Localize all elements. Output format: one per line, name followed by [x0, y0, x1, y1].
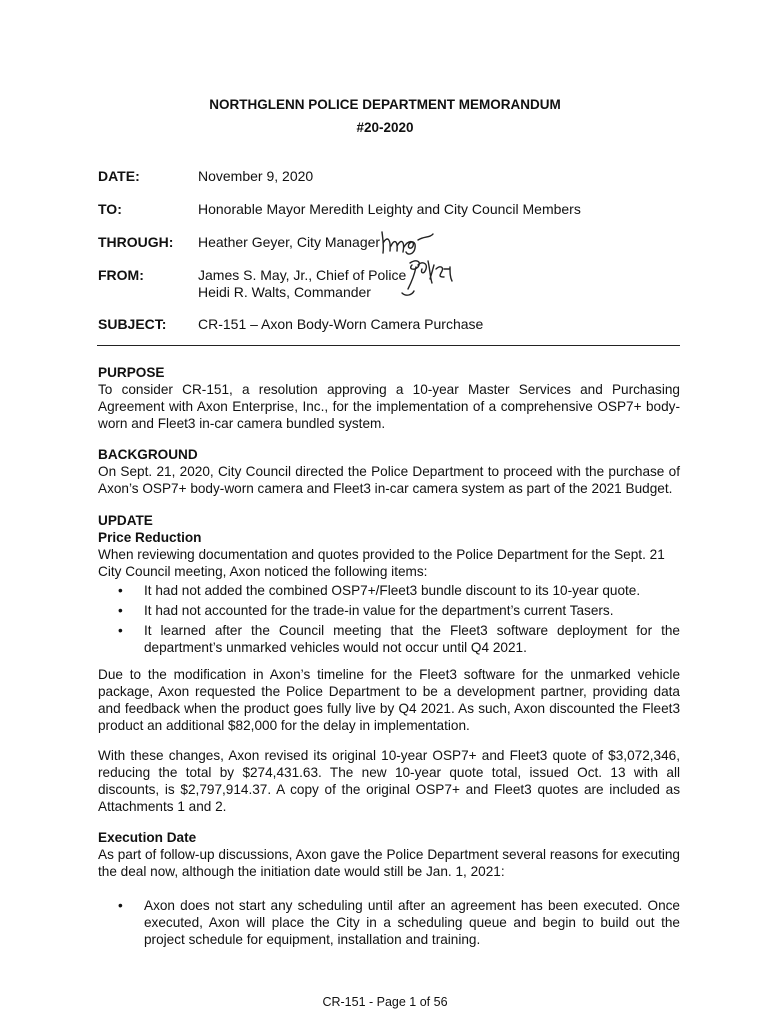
memo-number: #20-2020 — [356, 120, 414, 135]
date-label: DATE: — [98, 168, 140, 184]
purpose-text: To consider CR-151, a resolution approving a 10-year Master Services and Purchasing Agreement with Axon Enterprise, Inc., for the implementation of a comprehensive OSP7+ body-worn and Fleet3 in-car camera bundled system. — [98, 382, 680, 431]
update-paragraph-2: With these changes, Axon revised its original 10-year OSP7+ and Fleet3 quote of $3,072,346, reducing the total by $274,431.63. The new 10-year quote total, issued Oct. 13 with all discounts, is $2,797,914.37. A copy of the original OSP7+ and Fleet3 quotes are included as Attachments 1 and 2. — [98, 748, 680, 814]
through-value: Heather Geyer, City Manager — [198, 234, 381, 250]
page-number: CR-151 - Page 1 of 56 — [322, 995, 448, 1009]
list-item: • It learned after the Council meeting that the Fleet3 software deployment for the department’s unmarked vehicles would not occur until Q4 2021. — [118, 623, 680, 655]
from-value-2: Heidi R. Walts, Commander — [198, 284, 371, 300]
bullet-icon: • — [118, 623, 123, 638]
execution-section — [98, 829, 680, 880]
from-label: FROM: — [98, 267, 144, 283]
update-intro: When reviewing documentation and quotes provided to the Police Department for the Sept. 21 City Council meeting, Axon noticed the following items: — [98, 547, 665, 579]
date-value: November 9, 2020 — [198, 168, 314, 184]
list-item: • It had not accounted for the trade-in value for the department’s current Tasers. — [118, 603, 614, 618]
subject-label: SUBJECT: — [98, 316, 167, 332]
background-text: On Sept. 21, 2020, City Council directed the Police Department to proceed with the purchase of Axon’s OSP7+ body-worn camera and Fleet3 in-car camera system as part of the 2021 Budget. — [98, 464, 680, 496]
execution-bullet-block — [98, 897, 680, 951]
subject-value: CR-151 – Axon Body-Worn Camera Purchase — [198, 316, 484, 332]
to-value: Honorable Mayor Meredith Leighty and City Council Members — [198, 201, 581, 217]
background-section — [98, 446, 680, 497]
update-paragraph-1: Due to the modification in Axon’s timeline for the Fleet3 software for the unmarked vehicle package, Axon requested the Police Department to be a development partner, providing data and feedback when the product goes fully live by Q4 2021. As such, Axon discounted the Fleet3 product an additional $82,000 for the delay in implementation. — [98, 667, 680, 733]
purpose-section — [98, 364, 680, 432]
update-heading: UPDATE — [98, 513, 153, 528]
bullet-icon: • — [118, 898, 123, 913]
execution-bullet-list — [98, 897, 680, 948]
bullet-icon: • — [118, 603, 123, 618]
execution-heading: Execution Date — [98, 830, 197, 845]
through-signature — [378, 226, 448, 256]
to-label: TO: — [98, 201, 122, 217]
through-label: THROUGH: — [98, 234, 174, 250]
header-divider — [97, 345, 680, 346]
update-bullet-list — [98, 582, 680, 656]
list-item: • Axon does not start any scheduling until after an agreement has been executed. Once executed, Axon will place the City in a scheduling queue and begin to build out the project schedule for equipment, installation and training. — [118, 898, 680, 947]
purpose-heading: PURPOSE — [98, 365, 165, 380]
from-signature — [400, 255, 462, 299]
from-value-1: James S. May, Jr., Chief of Police — [198, 267, 407, 283]
list-item: • It had not added the combined OSP7+/Fleet3 bundle discount to its 10-year quote. — [118, 583, 641, 598]
update-section — [98, 512, 680, 659]
bullet-icon: • — [118, 583, 123, 598]
background-heading: BACKGROUND — [98, 447, 198, 462]
execution-intro: As part of follow-up discussions, Axon gave the Police Department several reasons for executing the deal now, although the initiation date would still be Jan. 1, 2021: — [98, 847, 680, 879]
memo-title: NORTHGLENN POLICE DEPARTMENT MEMORANDUM — [209, 97, 561, 112]
price-reduction-heading: Price Reduction — [98, 530, 202, 545]
